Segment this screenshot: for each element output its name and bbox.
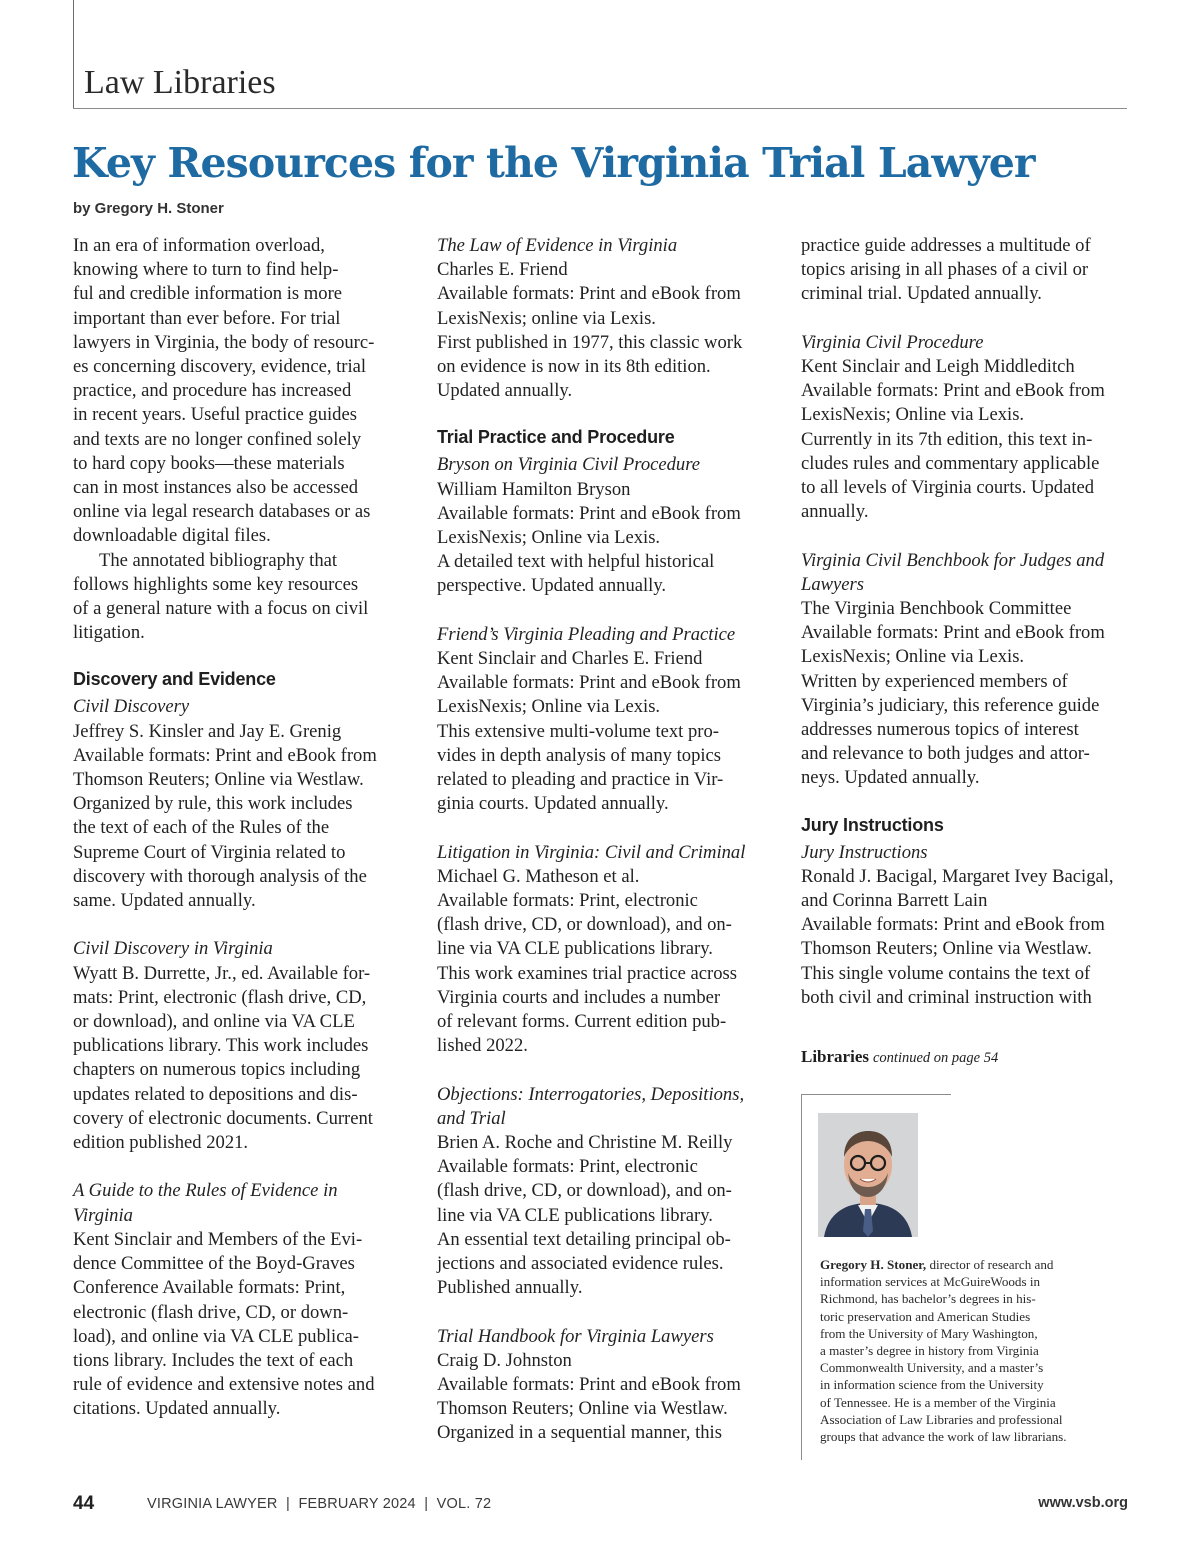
bio-rule-vertical: [801, 1094, 802, 1460]
author-bio-text: director of research and information services at McGuireWoods in Richmond, has bachelor’s degrees in his- toric preservation and American Studies from the University of Mary Washington, a master’s degree in history from Virginia Commonwealth University, and a master’s in information science from the University of Tennessee. He is a member of the Virginia Association of Law Libraries and professional groups that advance the work of law librarians.: [820, 1257, 1067, 1445]
column-2: [437, 234, 777, 1446]
byline: by Gregory H. Stoner: [73, 200, 224, 217]
entry-title: Trial Handbook for Virginia Lawyers: [437, 1325, 714, 1347]
entry-body: Wyatt B. Durrette, Jr., ed. Available for- mats: Print, electronic (flash drive, CD, or download), and online via VA CLE publications library. This work includes chapters on numerous topics including updates related to depositions and dis- covery of electronic documents. Current edition published 2021.: [73, 962, 373, 1154]
intro-paragraph-2: The annotated bibliography that follows highlights some key resources of a general nature with a focus on civil litigation.: [73, 549, 369, 644]
entry-title: Jury Instructions: [801, 841, 928, 863]
entry-title: Civil Discovery in Virginia: [73, 938, 273, 960]
website-link[interactable]: www.vsb.org: [1038, 1495, 1128, 1511]
section-rule-horizontal: [73, 108, 1127, 109]
column-3: [801, 234, 1136, 1010]
entry-body: William Hamilton Bryson Available formats: Print and eBook from LexisNexis; Online via Lexis. A detailed text with helpful historical perspective. Updated annually.: [437, 478, 741, 597]
bio-rule-horizontal: [801, 1094, 951, 1095]
entry-body: Kent Sinclair and Members of the Evi- dence Committee of the Boyd-Graves Conference Available formats: Print, electronic (flash drive, CD, or down- load), and online via VA CLE publica- tions library. Includes the text of each rule of evidence and extensive notes and citations. Updated annually.: [73, 1228, 375, 1420]
author-portrait-icon: [818, 1113, 918, 1237]
entry-title: Friend’s Virginia Pleading and Practice: [437, 623, 736, 645]
page-number: 44: [73, 1493, 95, 1514]
article-title: Key Resources for the Virginia Trial Lawyer: [72, 139, 1035, 187]
continued-note: [801, 1046, 998, 1069]
entry-body: Jeffrey S. Kinsler and Jay E. Grenig Available formats: Print and eBook from Thomson Reuters; Online via Westlaw. Organized by rule, this work includes the text of each of the Rules of the Supreme Court of Virginia related to discovery with thorough analysis of the same. Updated annually.: [73, 720, 377, 912]
entry-body: Brien A. Roche and Christine M. Reilly Available formats: Print, electronic (flash drive, CD, or download), and on- line via VA CLE publications library. An essential text detailing principal ob- jections and associated evidence rules. Published annually.: [437, 1132, 733, 1299]
heading-trial-practice: Trial Practice and Procedure: [437, 427, 675, 448]
intro-paragraph-1: In an era of information overload, knowing where to turn to find help- ful and credible information is more important than ever before. For trial lawyers in Virginia, the body of resourc- es concerning discovery, evidence, trial practice, and procedure has increased in recent years. Useful practice guides and texts are no longer confined solely to hard copy books—these materials can in most instances also be accessed online via legal research databases or as downloadable digital files.: [73, 235, 375, 547]
entry-body: Charles E. Friend Available formats: Print and eBook from LexisNexis; online via Lexis. First published in 1977, this classic work on evidence is now in its 8th edition. Updated annually.: [437, 259, 743, 402]
section-label: Law Libraries: [84, 64, 276, 101]
heading-discovery-evidence: Discovery and Evidence: [73, 669, 276, 690]
author-bio: [820, 1256, 1125, 1445]
column-1: [73, 234, 413, 1422]
entry-title: Civil Discovery: [73, 696, 190, 718]
entry-title: Virginia Civil Procedure: [801, 331, 984, 353]
entry-body: The Virginia Benchbook Committee Available formats: Print and eBook from LexisNexis; Online via Lexis. Written by experienced members of Virginia’s judiciary, this reference guide addresses numerous topics of interest and relevance to both judges and attor- neys. Updated annually.: [801, 598, 1105, 789]
entry-body: Craig D. Johnston Available formats: Print and eBook from Thomson Reuters; Online via Westlaw. Organized in a sequential manner, this: [437, 1349, 741, 1444]
entry-title: A Guide to the Rules of Evidence in Virginia: [73, 1180, 338, 1226]
author-photo: [818, 1113, 918, 1237]
entry-title: Bryson on Virginia Civil Procedure: [437, 454, 701, 476]
author-name: Gregory H. Stoner,: [820, 1257, 927, 1272]
entry-title: The Law of Evidence in Virginia: [437, 235, 678, 256]
entry-body: Kent Sinclair and Charles E. Friend Available formats: Print and eBook from LexisNexis; Online via Lexis. This extensive multi-volume text pro- vides in depth analysis of many topics related to pleading and practice in Vir- ginia courts. Updated annually.: [437, 648, 741, 815]
section-rule-vertical: [73, 0, 74, 108]
continued-text: practice guide addresses a multitude of topics arising in all phases of a civil or criminal trial. Updated annually.: [801, 235, 1091, 305]
entry-body: Ronald J. Bacigal, Margaret Ivey Bacigal, and Corinna Barrett Lain Available formats: Print and eBook from Thomson Reuters; Online via Westlaw. This single volume contains the text of both civil and criminal instruction with: [801, 865, 1114, 1008]
continued-page-link[interactable]: continued on page 54: [873, 1050, 999, 1066]
entry-body: Kent Sinclair and Leigh Middleditch Available formats: Print and eBook from LexisNexis; Online via Lexis. Currently in its 7th edition, this text in- cludes rules and commentary applicable to all levels of Virginia courts. Updated annually.: [801, 356, 1105, 523]
entry-title: Virginia Civil Benchbook for Judges and Lawyers: [801, 549, 1105, 595]
continued-label: Libraries: [801, 1047, 869, 1066]
publication-info: VIRGINIA LAWYER | FEBRUARY 2024 | VOL. 72: [147, 1496, 492, 1512]
entry-body: Michael G. Matheson et al. Available formats: Print, electronic (flash drive, CD, or download), and on- line via VA CLE publications library. This work examines trial practice across Virginia courts and includes a number of relevant forms. Current edition pub- lished 2022.: [437, 865, 737, 1057]
heading-jury-instructions: Jury Instructions: [801, 814, 944, 835]
entry-title: Objections: Interrogatories, Depositions, and Trial: [437, 1083, 745, 1129]
entry-title: Litigation in Virginia: Civil and Criminal: [437, 841, 746, 863]
